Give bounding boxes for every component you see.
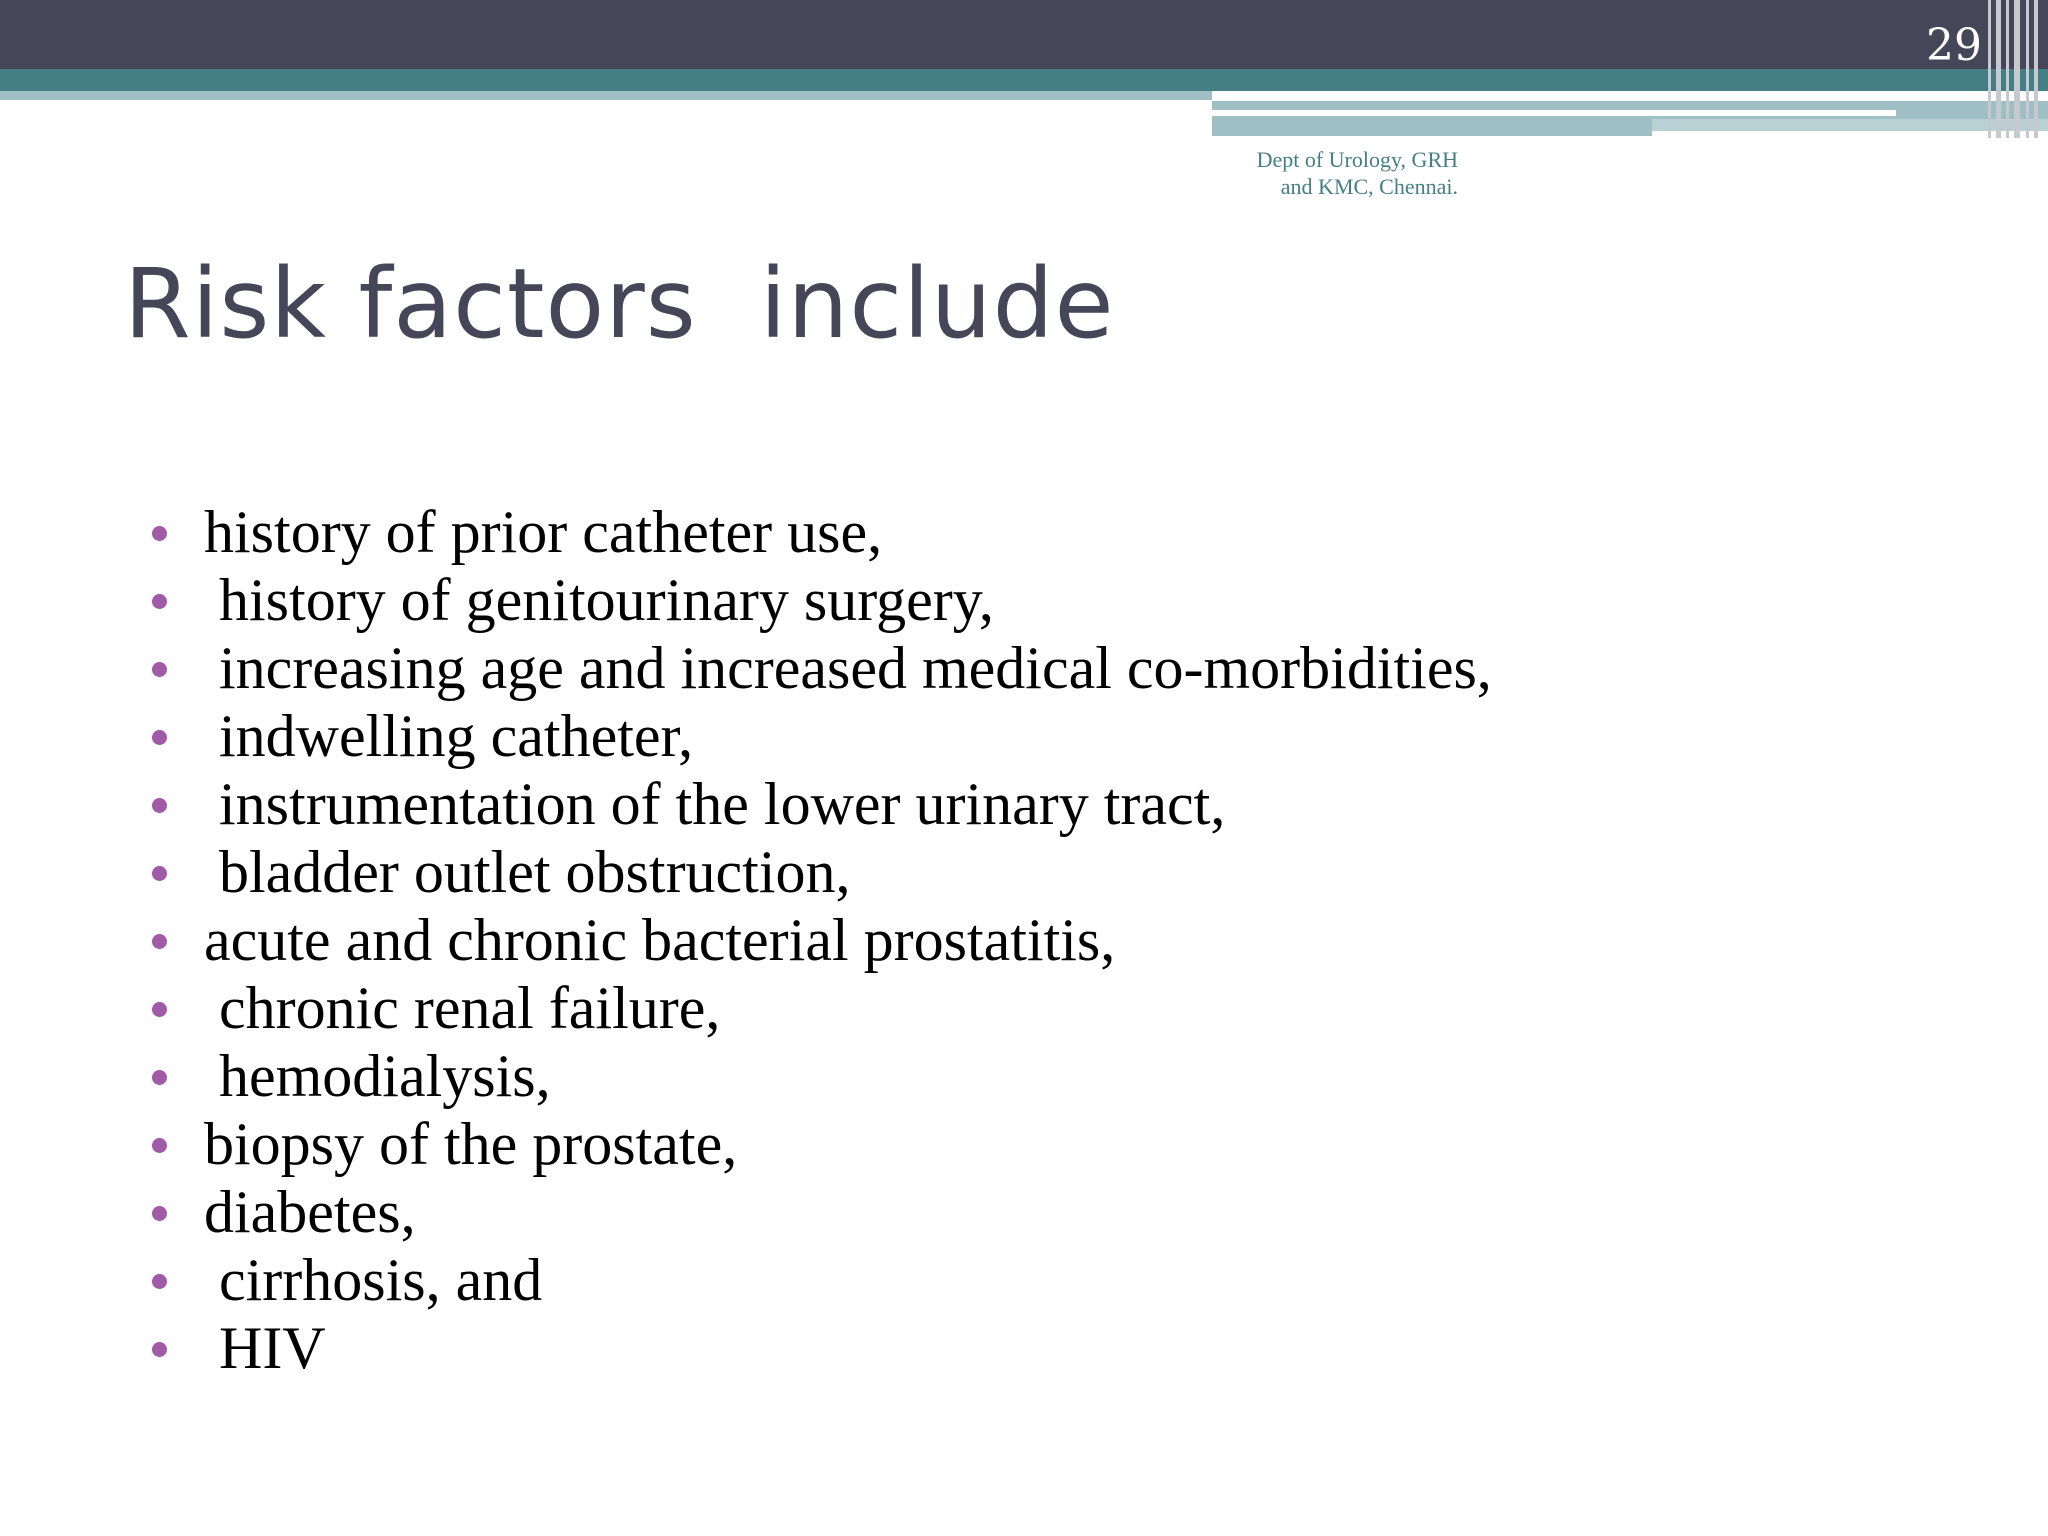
header-band-right-light-lower — [1212, 119, 1652, 136]
bullet-dot-icon — [152, 934, 167, 949]
bullet-text: bladder outlet obstruction, — [204, 839, 851, 905]
bullet-dot-icon — [152, 798, 167, 813]
header-band-light — [0, 91, 1212, 100]
bullet-item — [140, 1178, 1492, 1246]
header-band-dark — [0, 0, 2048, 69]
bullet-item — [140, 906, 1492, 974]
bullet-list — [140, 498, 1492, 1382]
bullet-text: history of prior catheter use, — [204, 499, 883, 565]
bullet-text: biopsy of the prostate, — [204, 1111, 738, 1177]
bullet-item — [140, 1110, 1492, 1178]
bullet-dot-icon — [152, 662, 167, 677]
bullet-item — [140, 498, 1492, 566]
bullet-dot-icon — [152, 1342, 167, 1357]
bullet-text: increasing age and increased medical co-morbidities, — [204, 635, 1492, 701]
bullet-item — [140, 566, 1492, 634]
bullet-item — [140, 974, 1492, 1042]
bullet-dot-icon — [152, 594, 167, 609]
footer-note-line2: and KMC, Chennai. — [1280, 174, 1458, 199]
bullet-text: diabetes, — [204, 1179, 416, 1245]
bullet-dot-icon — [152, 1206, 167, 1221]
slide-title: Risk factors include — [124, 248, 1115, 360]
bullet-dot-icon — [152, 1138, 167, 1153]
bullet-text: HIV — [204, 1315, 326, 1381]
bullet-item — [140, 1042, 1492, 1110]
bullet-text: history of genitourinary surgery, — [204, 567, 994, 633]
bullet-dot-icon — [152, 1274, 167, 1289]
bullet-dot-icon — [152, 730, 167, 745]
bullet-text: acute and chronic bacterial prostatitis, — [204, 907, 1116, 973]
header-band-white-line — [1212, 110, 1896, 116]
bullet-text: indwelling catheter, — [204, 703, 694, 769]
bullet-item — [140, 1246, 1492, 1314]
page-number: 29 — [1926, 20, 1982, 71]
bullet-item — [140, 770, 1492, 838]
bullet-text: hemodialysis, — [204, 1043, 551, 1109]
header-vertical-bars — [1988, 0, 2048, 138]
bullet-dot-icon — [152, 1002, 167, 1017]
bullet-item — [140, 838, 1492, 906]
footer-note-line1: Dept of Urology, GRH — [1256, 147, 1458, 172]
bullet-item — [140, 702, 1492, 770]
bullet-text: chronic renal failure, — [204, 975, 721, 1041]
bullet-item — [140, 1314, 1492, 1382]
bullet-text: cirrhosis, and — [204, 1247, 543, 1313]
bullet-item — [140, 634, 1492, 702]
bullet-dot-icon — [152, 866, 167, 881]
header-band-teal — [0, 69, 2048, 91]
bullet-dot-icon — [152, 1070, 167, 1085]
bullet-text: instrumentation of the lower urinary tract, — [204, 771, 1226, 837]
bullet-dot-icon — [152, 526, 167, 541]
footer-note — [1160, 146, 1458, 200]
